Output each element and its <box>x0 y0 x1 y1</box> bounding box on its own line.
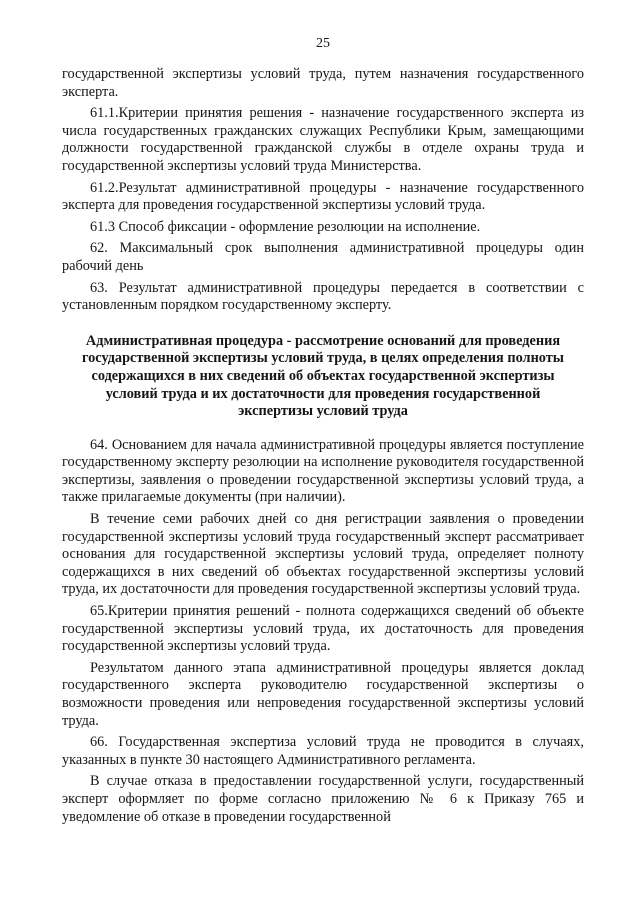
section-heading-line: условий труда и их достаточности для проведения государственной <box>105 385 541 402</box>
paragraph: 61.2.Результат административной процедуры - назначение государственного эксперта для проведения государственной экспертизы условий труда. <box>62 179 584 214</box>
paragraph: В случае отказа в предоставлении государственной услуги, государственный эксперт оформляет по форме согласно приложению № 6 к Приказу 765 и уведомление об отказе в проведении государственной <box>62 773 584 825</box>
paragraph: 63. Результат административной процедуры передается в соответствии с установленным порядком государственному эксперту. <box>62 279 584 314</box>
paragraph: 64. Основанием для начала административной процедуры является поступление государственному эксперту резолюции на исполнение руководителя государственной экспертизы, заявления о проведении государственной экспертизы условий труда, а также прилагаемые документы (при наличии). <box>62 436 584 506</box>
paragraph: 65.Критерии принятия решений - полнота содержащихся сведений об объекте государственной экспертизы условий труда, их достаточность для проведения государственной экспертизы условий труда. <box>62 603 584 655</box>
section-heading-line: содержащихся в них сведений об объектах государственной экспертизы <box>91 367 555 384</box>
page-number: 25 <box>316 36 330 51</box>
paragraph: 66. Государственная экспертиза условий труда не проводится в случаях, указанных в пункте 30 настоящего Административного регламента. <box>62 734 584 768</box>
paragraph: 61.1.Критерии принятия решения - назначение государственного эксперта из числа государственных гражданских служащих Республики Крым, замещающими должности государственной гражданской службы в отделе охраны труда и государственной экспертизы условий труда Министерства. <box>62 105 584 174</box>
section-heading-line: государственной экспертизы условий труда, в целях определения полноты <box>82 350 564 367</box>
body-text-top <box>62 66 584 315</box>
paragraph: Результатом данного этапа административной процедуры является доклад государственного эксперта руководителю государственной экспертизы о возможности проведения или непроведения государственной экспертизы условий труда. <box>62 659 584 729</box>
section-heading <box>62 333 584 421</box>
section-heading-line: Административная процедура - рассмотрение оснований для проведения <box>85 332 561 349</box>
paragraph: 62. Максимальный срок выполнения административной процедуры один рабочий день <box>62 240 584 274</box>
paragraph: 61.3 Способ фиксации - оформление резолюции на исполнение. <box>90 218 481 235</box>
section-heading-line: экспертизы условий труда <box>238 403 408 420</box>
paragraph: государственной экспертизы условий труда, путем назначения государственного эксперта. <box>62 66 584 100</box>
paragraph: В течение семи рабочих дней со дня регистрации заявления о проведении государственной экспертизы условий труда государственный эксперт рассматривает основания для государственной экспертизы условий труда, определяет полноту содержащихся в них сведений об объектах государственной экспертизы условий труда, их достаточности для проведения государственной экспертизы условий труда. <box>62 511 584 598</box>
body-text-bottom <box>62 437 584 826</box>
